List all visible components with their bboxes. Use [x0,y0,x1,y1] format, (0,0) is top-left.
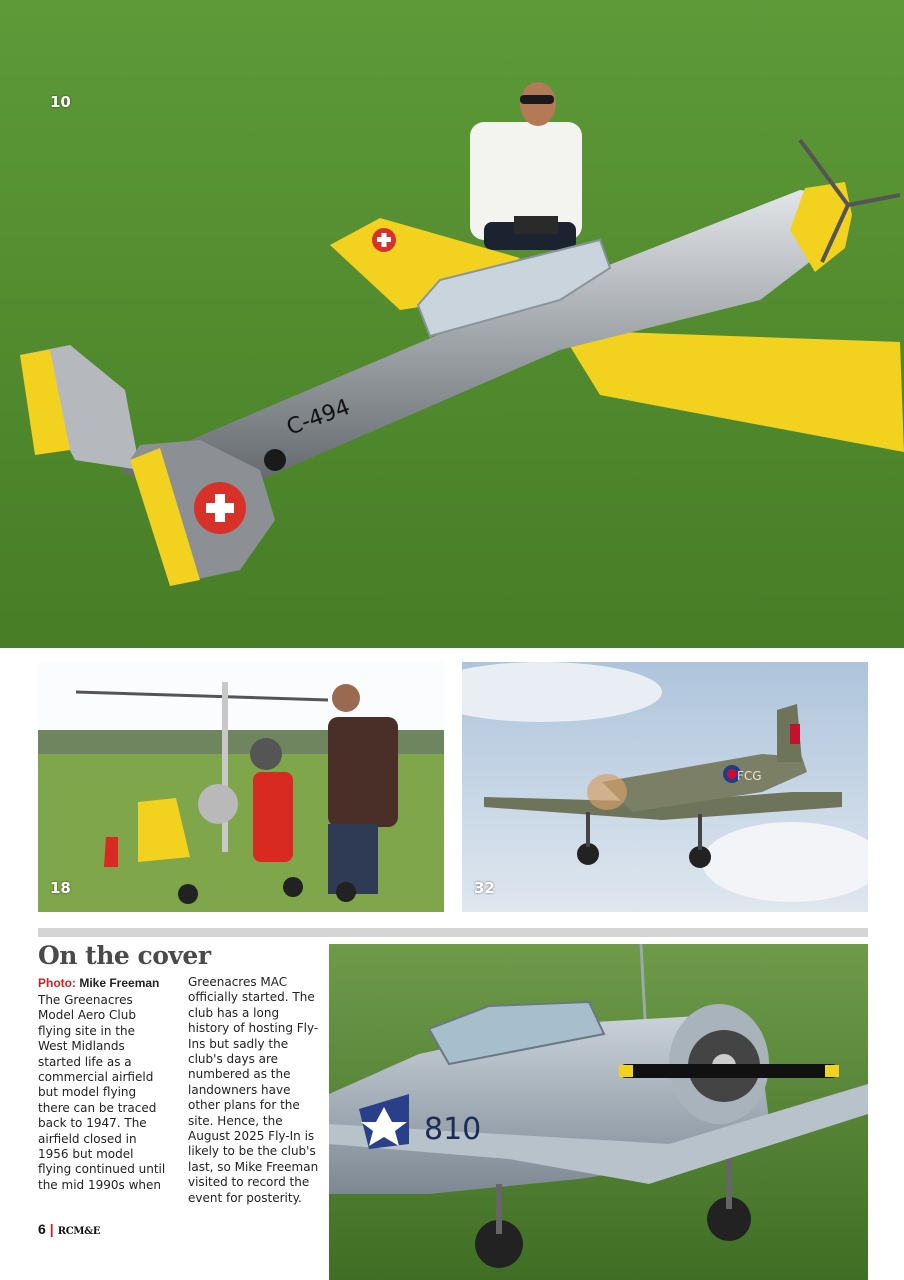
credit-name: Mike Freeman [79,976,160,990]
page-ref-label: 18 [50,879,71,897]
magazine-name: RCM&E [57,1226,101,1237]
body-text-column-1: The Greenacres Model Aero Club flying site in the West Midlands started life as a commercial airfield but model flying there can be traced back to 1947. The airfield closed in 1956 but model flying continued until the mid 1990s when [38,993,166,1192]
page-number: 6 [38,1221,46,1237]
autogyro-photo [38,662,444,912]
credit-label: Photo: [38,976,76,990]
section-title: On the cover [38,941,211,970]
body-text-column-2: Greenacres MAC officially started. The club has a long history of hosting Fly-Ins but sadly the club's days are numbered as the landowners have other plans for the site. Hence, the August 2025 Fly-In is likely to be the club's last, so Mike Freeman visited to record the event for posterity. [188,975,319,1205]
footer-separator: | [49,1221,54,1237]
typhoon-photo [462,662,868,912]
page-ref-label: 32 [474,879,495,897]
photo-credit [38,976,159,990]
page-footer [38,1221,100,1237]
aircraft-code: FCG [737,769,762,783]
cover-photo [329,944,868,1280]
page-ref-label: 10 [50,93,71,111]
aircraft-registration: C-494 [283,394,354,441]
section-divider [38,928,868,937]
aircraft-code: 810 [424,1112,482,1147]
